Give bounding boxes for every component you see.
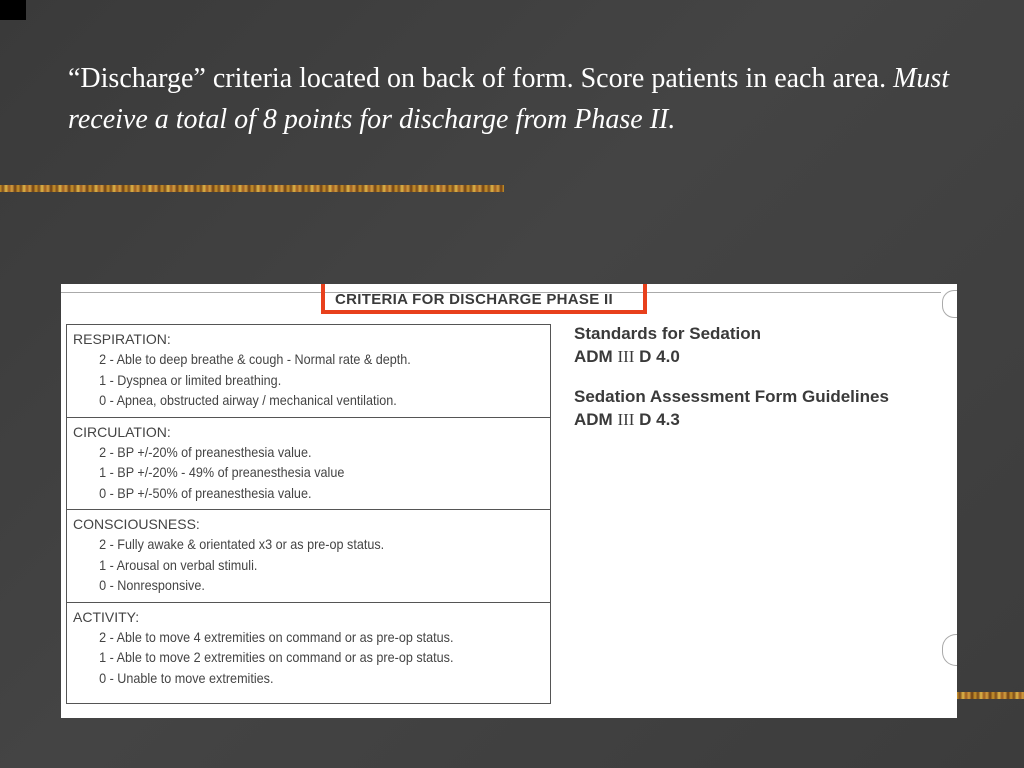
criteria-item: 2 - Able to move 4 extremities on command or as pre-op status. bbox=[99, 628, 454, 645]
criteria-item: 1 - Dyspnea or limited breathing. bbox=[99, 371, 282, 388]
criteria-section-respiration bbox=[67, 325, 550, 418]
criteria-item: 2 - BP +/-20% of preanesthesia value. bbox=[99, 443, 312, 460]
criteria-section-circulation bbox=[67, 418, 550, 511]
slide-heading bbox=[68, 58, 968, 140]
criteria-section-activity bbox=[67, 603, 550, 696]
criteria-table bbox=[66, 324, 551, 704]
form-binding-hole-bottom bbox=[942, 634, 957, 666]
reference-code bbox=[574, 408, 889, 431]
criteria-item: 0 - Unable to move extremities. bbox=[99, 669, 274, 686]
criteria-section-consciousness bbox=[67, 510, 550, 603]
reference-list bbox=[574, 322, 889, 448]
section-title: CIRCULATION: bbox=[73, 423, 171, 440]
form-binding-hole-top bbox=[942, 290, 957, 318]
reference-code-suffix: D 4.3 bbox=[639, 410, 680, 429]
criteria-item: 1 - Arousal on verbal stimuli. bbox=[99, 556, 258, 573]
reference-title: Sedation Assessment Form Guidelines bbox=[574, 387, 889, 406]
reference-code-roman: III bbox=[617, 410, 635, 429]
section-title: CONSCIOUSNESS: bbox=[73, 516, 200, 532]
criteria-item: 0 - Nonresponsive. bbox=[99, 577, 205, 593]
reference-code-roman: III bbox=[617, 347, 635, 366]
decorative-divider-right bbox=[957, 692, 1024, 699]
criteria-item: 0 - Apnea, obstructed airway / mechanical ventilation. bbox=[99, 392, 397, 408]
criteria-item: 2 - Able to deep breathe & cough - Normal rate & depth. bbox=[99, 351, 411, 367]
reference-code-prefix: ADM bbox=[574, 410, 613, 429]
reference-code-prefix: ADM bbox=[574, 347, 613, 366]
corner-mark bbox=[0, 0, 26, 20]
reference-title: Standards for Sedation bbox=[574, 324, 762, 343]
section-title: ACTIVITY: bbox=[73, 608, 140, 625]
reference-standards-sedation bbox=[574, 322, 889, 368]
criteria-item: 0 - BP +/-50% of preanesthesia value. bbox=[99, 484, 312, 501]
form-title: CRITERIA FOR DISCHARGE PHASE II bbox=[335, 291, 613, 308]
reference-assessment-guidelines bbox=[574, 385, 889, 431]
criteria-item: 2 - Fully awake & orientated x3 or as pre-op status. bbox=[99, 536, 385, 552]
reference-code bbox=[574, 345, 889, 368]
heading-emphasis: Must receive a total of 8 points for discharge from Phase II. bbox=[68, 63, 950, 135]
criteria-item: 1 - Able to move 2 extremities on command or as pre-op status. bbox=[99, 649, 454, 665]
decorative-divider-top bbox=[0, 185, 504, 192]
section-title: RESPIRATION: bbox=[73, 331, 171, 347]
form-scan-image bbox=[61, 284, 957, 718]
heading-text: “Discharge” criteria located on back of form. Score patients in each area. bbox=[68, 63, 894, 94]
criteria-item: 1 - BP +/-20% - 49% of preanesthesia value bbox=[99, 464, 345, 480]
title-highlight-box bbox=[321, 284, 647, 314]
reference-code-suffix: D 4.0 bbox=[639, 347, 680, 366]
